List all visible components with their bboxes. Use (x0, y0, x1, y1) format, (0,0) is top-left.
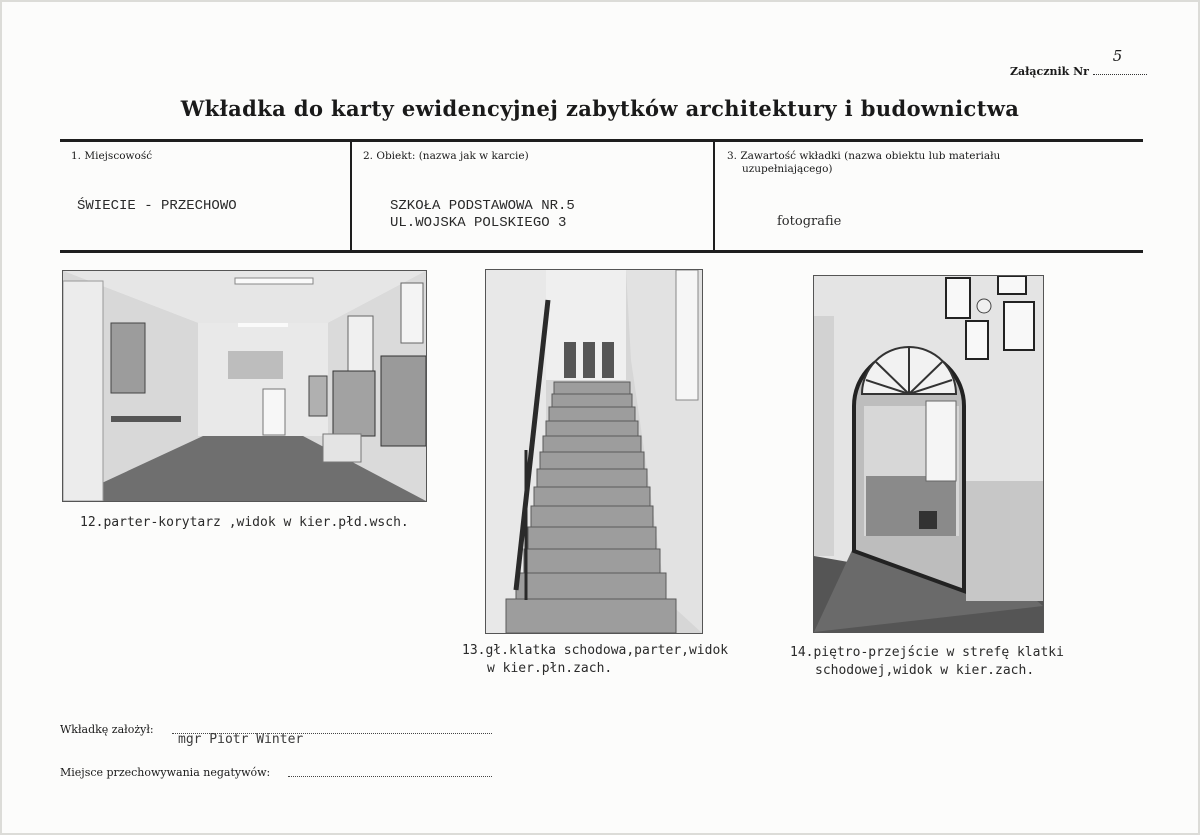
photo-staircase (485, 269, 703, 634)
object-line-2: UL.WOJSKA POLSKIEGO 3 (390, 215, 567, 231)
author-value: mgr Piotr Winter (178, 732, 304, 747)
photo-corridor (62, 270, 427, 502)
header-top-rule (60, 139, 1143, 142)
author-label: Wkładkę założył: (60, 723, 154, 736)
object-label: 2. Obiekt: (nazwa jak w karcie) (363, 150, 529, 162)
annex-label: Załącznik Nr (1010, 65, 1089, 78)
contents-label-line-2: uzupełniającego) (742, 163, 833, 175)
locality-label: 1. Miejscowość (71, 150, 153, 162)
locality-value: ŚWIECIE - PRZECHOWO (77, 198, 237, 214)
page-title: Wkładka do karty ewidencyjnej zabytków architektury i budownictwa (180, 96, 1020, 121)
photo-1-caption: 12.parter-korytarz ,widok w kier.płd.wsch. (80, 515, 409, 530)
contents-value: fotografie (777, 214, 842, 229)
negatives-label: Miejsce przechowywania negatywów: (60, 766, 271, 779)
annex-number (1010, 47, 1147, 78)
corridor-photo-image (63, 271, 426, 501)
photo-2-caption-line-2: w kier.płn.zach. (487, 661, 613, 676)
passage-photo-image (814, 276, 1043, 632)
photo-passage (813, 275, 1044, 633)
negatives-dotted-line (288, 776, 492, 777)
photo-3-caption-line-1: 14.piętro-przejście w strefę klatki (790, 645, 1064, 660)
header-separator-2 (713, 142, 715, 250)
photo-3-caption-line-2: schodowej,widok w kier.zach. (815, 663, 1035, 678)
photo-2-caption-line-1: 13.gł.klatka schodowa,parter,widok (462, 643, 729, 658)
annex-dotted-line (1093, 47, 1147, 75)
contents-label-line-1: 3. Zawartość wkładki (nazwa obiektu lub materiału (727, 150, 1001, 162)
header-bottom-rule (60, 250, 1143, 253)
header-separator-1 (350, 142, 352, 250)
staircase-photo-image (486, 270, 702, 633)
annex-handwritten-number: 5 (1112, 47, 1123, 65)
object-line-1: SZKOŁA PODSTAWOWA NR.5 (390, 198, 575, 214)
